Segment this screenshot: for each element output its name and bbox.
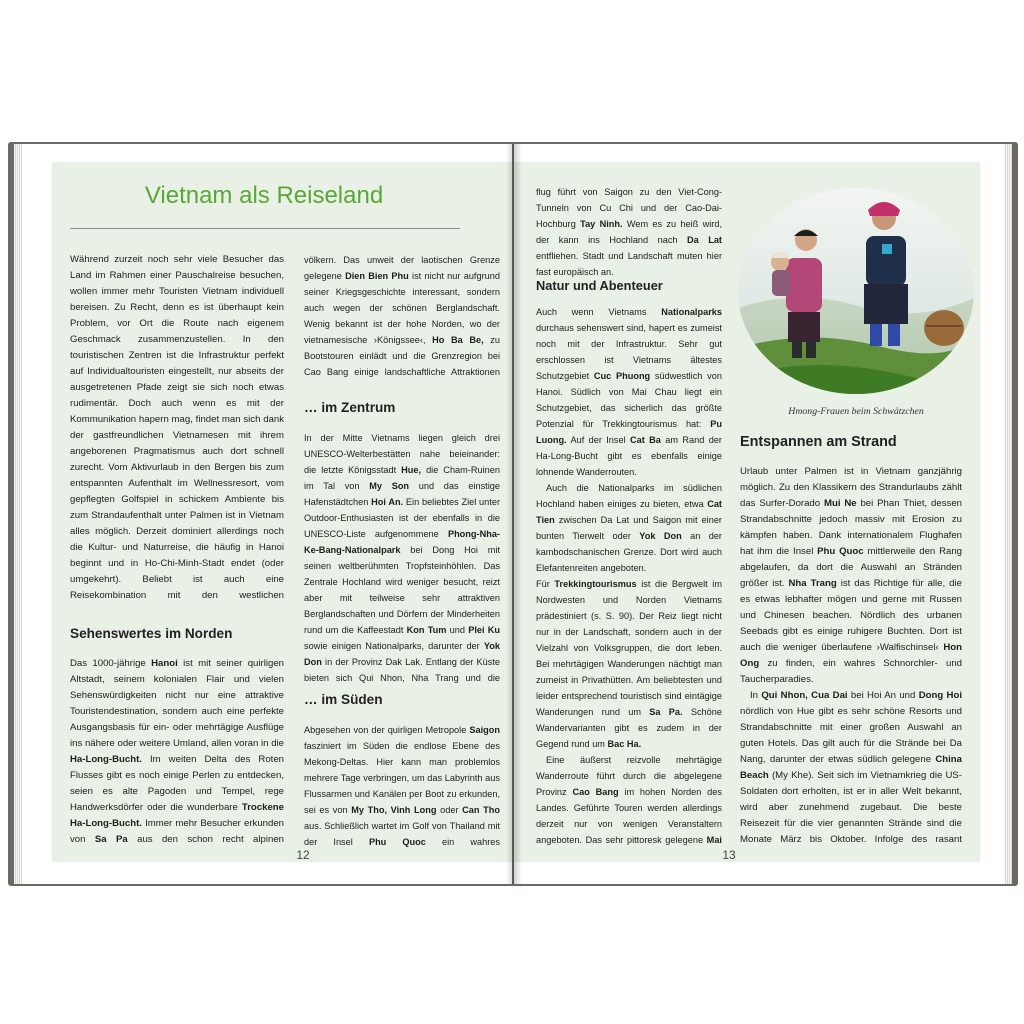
highlighted-place: Da Lat: [687, 235, 722, 245]
highlighted-place: Phong-Nha-Ke-Bang-Nationalpark: [304, 529, 500, 555]
column-right-top: [304, 252, 500, 382]
open-book: [8, 140, 1018, 888]
heading-natur: Natur und Abenteuer: [536, 278, 663, 293]
highlighted-place: Nha Trang: [788, 578, 837, 589]
highlighted-place: Phu Quoc: [368, 837, 426, 847]
title-rule: [70, 228, 460, 229]
highlighted-place: Mui Ne: [823, 498, 857, 509]
column-right-top: [536, 184, 722, 280]
highlighted-place: Sa Pa.: [649, 707, 683, 717]
column-norden: [70, 656, 284, 850]
highlighted-place: Cat Tien: [536, 499, 722, 525]
highlighted-place: Hue,: [401, 465, 422, 475]
column-strand: [740, 464, 962, 850]
highlighted-place: Bac Ha.: [607, 739, 642, 749]
highlighted-place: Dong Hoi: [918, 690, 962, 701]
highlighted-place: Dien Bien Phu: [345, 271, 409, 281]
highlighted-place: Hanoi: [151, 658, 178, 669]
hmong-women-photo: [738, 188, 974, 394]
highlighted-place: Trekkingtourismus: [554, 579, 637, 589]
paragraph-zentrum: In der Mitte Vietnams liegen gleich drei UNESCO-Welterbestätten nahe beieinander: die letzte Königsstadt Hue, die Cham-Ruinen im Tal von My Son und das einstige Hafenstädtchen Hoi An. Ein beliebtes Ziel unter Outdoor-Enthusiasten ist der ebenfalls in die UNESCO-Liste aufgenommene Phong-Nha-Ke-Bang-Nationalpark bei Dong Hoi mit seinen weltberühmten Tropfsteinhöhlen. Das Zentrale Hochland wird weniger besucht, reizt aber mit teilweise sehr attraktiven Berglandschaften und Dörfern der Minderheiten rund um die Kaffeestadt Kon Tum und Plei Ku sowie einigen Nationalparks, darunter der Yok Don in der Provinz Dak Lak. Entlang der Küste bieten sich Qui Nhon, Nha Trang und die: [304, 433, 500, 683]
paragraph-strand-2: In Qui Nhon, Cua Dai bei Hoi An und Dong Hoi nördlich von Hue gibt es sehr schöne Resorts und Strandabschnitte mit einer großen Auswahl an guten Hotels. Das gilt auch für die Strände bei Da Nang, darunter der etwas südlich gelegene China Beach (My Khe). Seit sich im Vietnamkrieg die US-Soldaten dort erholten, ist er in aller Welt bekannt, wird aber zunehmend zugebaut. Die beste Reisezeit für die vier genannten Strände sind die Monate März bis Oktober. Infolge des rasant: [740, 690, 962, 845]
paragraph-trekking: Für Trekkingtourismus ist die Bergwelt im Nordwesten und Norden Vietnams prädestiniert (s. S. 90). Der Reiz liegt nicht nur in der Landschaft, sondern auch in der Vielzahl von Volksgruppen, die dort leben. Bei mehrtägigen Wanderungen nächtigt man zumeist in Privathütten. Am beliebtesten und leider entsprechend touristisch sind eintägige Wanderungen rund um Sa Pa. Schöne Wandervarianten gibt es zudem in der Gegend rund um Bac Ha.: [536, 579, 722, 749]
paragraph-nationalparks: Auch wenn Vietnams Nationalparks durchaus sehenswert sind, hapert es zumeist noch mit der Infrastruktur. Sehr gut erschlossen ist Vietnams ältestes Schutzgebiet Cuc Phuong südwestlich von Hanoi. Südlich von Mai Chau liegt ein Schutzgebiet, das sicherlich das größte Potenzial für Trekkingtourismus hat: Pu Luong. Auf der Insel Cat Ba am Rand der Ha-Long-Bucht gibt es ebenfalls einige lohnende Wanderrouten.: [536, 307, 722, 477]
highlighted-place: Hon Ong: [740, 642, 962, 669]
highlighted-place: Phu Quoc: [817, 546, 864, 557]
paragraph-strand-1: Urlaub unter Palmen ist in Vietnam ganzjährig möglich. Zu den Klassikern des Strandurlaubs zählt das Surfer-Dorado Mui Ne bei Phan Thiet, dessen Strandabschnitte jedoch massiv mit Erosion zu kämpfen haben. Dank internationalem Flughafen hat ihm die Insel Phu Quoc mittlerweile den Rang abgelaufen, da dort die Auswahl an Stränden größer ist. Nha Trang ist das Richtige für alle, die es etwas lebhafter mögen und gerne mit Russen und Chinesen beachen. Nördlich des urbanen Seebads gibt es einige ruhigere Buchten. Dort ist auch die weniger überlaufene ›Walfischinsel‹ Hon Ong zu finden, ein wahres Schnorchler- und Taucherparadies.: [740, 466, 962, 685]
highlighted-place: Trockene Ha-Long-Bucht.: [70, 802, 284, 829]
highlighted-place: My Tho, Vinh Long: [351, 805, 437, 815]
highlighted-place: Sa Pa: [94, 834, 128, 845]
paragraph-intro: Während zurzeit noch sehr viele Besucher das Land im Rahmen einer Pauschalreise besuchen, wollen immer mehr Touristen Vietnam individuell bereisen. Zu Recht, denn es ist überhaupt kein Problem, vor Ort die Route nach eigenem Geschmack zusammenzustellen. In den touristischen Zentren ist die Infrastruktur perfekt auf Individualtouristen eingestellt, nur abseits der ausgetretenen Pfade zeigt sie sich noch etwas rudimentär. Doch auch wenn es mit der Kommunikation hapern mag, findet man sich dank der gastfreundlichen Vietnamesen mit ihrem angeborenen Pragmatismus auch dort schnell zurecht. Vom Aktivurlaub in den Bergen bis zum entspannten Aufenthalt im Wellnessresort, vom gepflegten Golfspiel in schickem Ambiente bis zum Strandaufenthalt unter Palmen ist in Vietnam alles möglich. Derzeit dominiert allerdings noch die Kultur- und Naturreise, die häufig in Hanoi beginnt und in Ho-Chi-Minh-Stadt endet (oder umgekehrt). Beliebt ist auch eine Reisekombination mit den westlichen: [70, 254, 284, 601]
highlighted-place: China Beach: [740, 754, 962, 781]
book-gutter: [506, 144, 522, 884]
page-number-right: 13: [714, 848, 744, 862]
highlighted-place: Plei Ku: [468, 625, 500, 635]
right-page: [514, 144, 1004, 884]
highlighted-place: Qui Nhon, Cua Dai: [761, 690, 848, 701]
heading-strand: Entspannen am Strand: [740, 434, 897, 450]
column-natur: [536, 304, 722, 850]
highlighted-place: Nationalparks: [661, 307, 722, 317]
column-intro: [70, 252, 284, 604]
highlighted-place: Cao Bang: [572, 787, 619, 797]
highlighted-place: Pu Luong.: [536, 419, 722, 445]
paragraph-ausflug: flug führt von Saigon zu den Viet-Cong-Tunneln von Cu Chi und der Cao-Dai-Hochburg Tay Ninh. Wem es zu heiß wird, der kann ins Hochland nach Da Lat entfliehen. Stadt und Landschaft muten hier fast europäisch an.: [536, 187, 722, 277]
highlighted-place: Tay Ninh.: [580, 219, 623, 229]
paragraph-norden: Das 1000-jährige Hanoi ist mit seiner quirligen Altstadt, seinem kolonialen Flair und vielen Sehenswürdigkeiten nicht nur eine attraktive Touristendestination, sondern auch eine perfekte Ausgangsbasis für ein- oder mehrtägige Ausflüge ins nähere oder weitere Umland, allen voran in die Ha-Long-Bucht. Im weiten Delta des Roten Flusses gibt es noch einige Perlen zu entdecken, seien es alte Pagoden und Tempel, rege Handwerksdörfer oder die wunderbare Trockene Ha-Long-Bucht. Immer mehr Besucher erkunden von Sa Pa aus den schon recht alpinen: [70, 658, 284, 845]
heading-norden: Sehenswertes im Norden: [70, 626, 233, 641]
heading-sueden: … im Süden: [304, 692, 383, 707]
column-sueden: [304, 722, 500, 850]
highlighted-place: Ho Ba Be,: [432, 335, 484, 345]
highlighted-place: Mai: [706, 835, 722, 845]
highlighted-place: Saigon: [469, 725, 500, 735]
paragraph-sueden: Abgesehen von der quirligen Metropole Saigon fasziniert im Süden die endlose Ebene des Mekong-Deltas. Hier kann man problemlos mehrere Tage verbringen, um das Labyrinth aus Flussarmen und Kanälen per Boot zu erkunden, sei es von My Tho, Vinh Long oder Can Tho aus. Schließlich wartet im Golf von Thailand mit der Insel Phu Quoc ein wahres: [304, 725, 500, 847]
highlighted-place: Can Tho: [462, 805, 500, 815]
highlighted-place: Yok Don: [304, 641, 500, 667]
photo-caption: Hmong-Frauen beim Schwätzchen: [788, 406, 924, 417]
page-title: Vietnam als Reiseland: [144, 182, 384, 209]
paragraph-cao-bang: Eine äußerst reizvolle mehrtägige Wanderroute führt durch die abgelegene Provinz Cao Bang im hohen Norden des Landes. Geführte Touren werden allerdings derzeit nur von wenigen Veranstaltern angeboten. Das sehr pittoresk gelegene Mai: [536, 752, 722, 850]
highlighted-place: Yok Don: [639, 531, 682, 541]
paragraph-hochland: Auch die Nationalparks im südlichen Hochland haben einiges zu bieten, etwa Cat Tien zwischen Da Lat und Saigon mit einer bunten Tierwelt oder Yok Don an der kambodschanischen Grenze. Dort wird auch Elefantenreiten angeboten.: [536, 483, 722, 573]
highlighted-place: My Son: [369, 481, 410, 491]
left-page: [22, 144, 512, 884]
highlighted-place: Cat Ba: [630, 435, 661, 445]
highlighted-place: Hoi An.: [371, 497, 404, 507]
paragraph-bergvoelker: völkern. Das unweit der laotischen Grenze gelegene Dien Bien Phu ist nicht nur aufgrund seiner Kriegsgeschichte interessant, sondern auch wegen der schönen Berglandschaft. Wenig bekannt ist der hohe Norden, wo der vietnamesische ›Königssee‹, Ho Ba Be, zu Bootstouren einlädt und die Grenzregion bei Cao Bang einige landschaftliche Attraktionen: [304, 255, 500, 377]
highlighted-place: Ha-Long-Bucht.: [70, 754, 142, 765]
heading-zentrum: … im Zentrum: [304, 400, 396, 415]
highlighted-place: Kon Tum: [406, 625, 447, 635]
highlighted-place: Cuc Phuong: [593, 371, 651, 381]
photo-illustration: [738, 188, 974, 394]
page-number-left: 12: [288, 848, 318, 862]
column-zentrum: [304, 430, 500, 686]
